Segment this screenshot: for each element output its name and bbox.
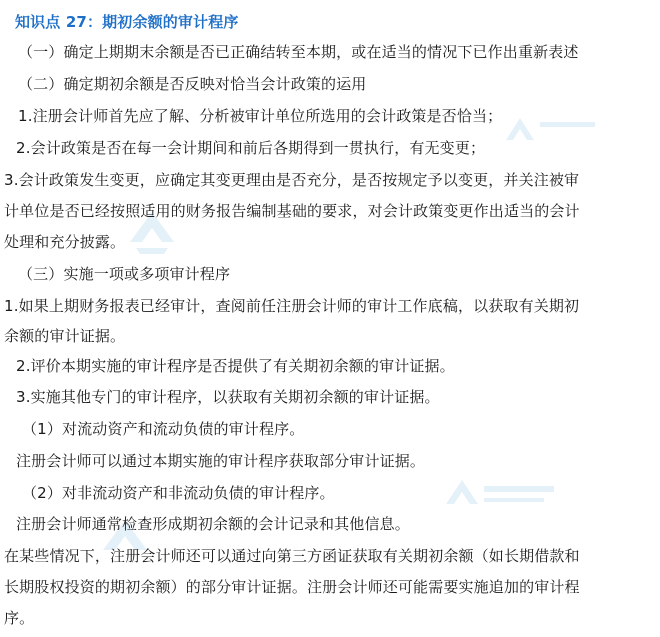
- paragraph-line: 2.会计政策是否在每一会计期间和前后各期得到一贯执行，有无变更；: [16, 139, 486, 157]
- section-title: 知识点 27：期初余额的审计程序: [15, 13, 239, 31]
- paragraph-line: 长期股权投资的期初余额）的部分审计证据。注册会计师还可能需要实施追加的审计程: [4, 578, 580, 596]
- paragraph-line: （三）实施一项或多项审计程序: [18, 265, 231, 283]
- paragraph-line: 注册会计师可以通过本期实施的审计程序获取部分审计证据。: [16, 452, 426, 470]
- paragraph-line: 1.注册会计师首先应了解、分析被审计单位所选用的会计政策是否恰当；: [18, 107, 503, 125]
- paragraph-line: 序。: [4, 609, 35, 627]
- paragraph-line: 计单位是否已经按照适用的财务报告编制基础的要求，对会计政策变更作出适当的会计: [4, 202, 580, 220]
- paragraph-line: 1.如果上期财务报表已经审计，查阅前任注册会计师的审计工作底稿，以获取有关期初: [4, 297, 580, 315]
- paragraph-line: 2.评价本期实施的审计程序是否提供了有关期初余额的审计证据。: [16, 357, 455, 375]
- paragraph-line: 3.实施其他专门的审计程序，以获取有关期初余额的审计证据。: [16, 388, 440, 406]
- paragraph-line: 注册会计师通常检查形成期初余额的会计记录和其他信息。: [16, 515, 410, 533]
- paragraph-line: （二）确定期初余额是否反映对恰当会计政策的运用: [18, 75, 367, 93]
- paragraph-line: 处理和充分披露。: [4, 233, 126, 251]
- paragraph-line: （一）确定上期期末余额是否已正确结转至本期，或在适当的情况下已作出重新表述: [18, 43, 579, 61]
- paragraph-line: 3.会计政策发生变更，应确定其变更理由是否充分，是否按规定予以变更，并关注被审: [4, 171, 580, 189]
- paragraph-line: （1）对流动资产和流动负债的审计程序。: [22, 420, 305, 438]
- paragraph-line: 余额的审计证据。: [4, 327, 126, 345]
- paragraph-line: 在某些情况下，注册会计师还可以通过向第三方函证获取有关期初余额（如长期借款和: [4, 547, 580, 565]
- paragraph-line: （2）对非流动资产和非流动负债的审计程序。: [22, 484, 335, 502]
